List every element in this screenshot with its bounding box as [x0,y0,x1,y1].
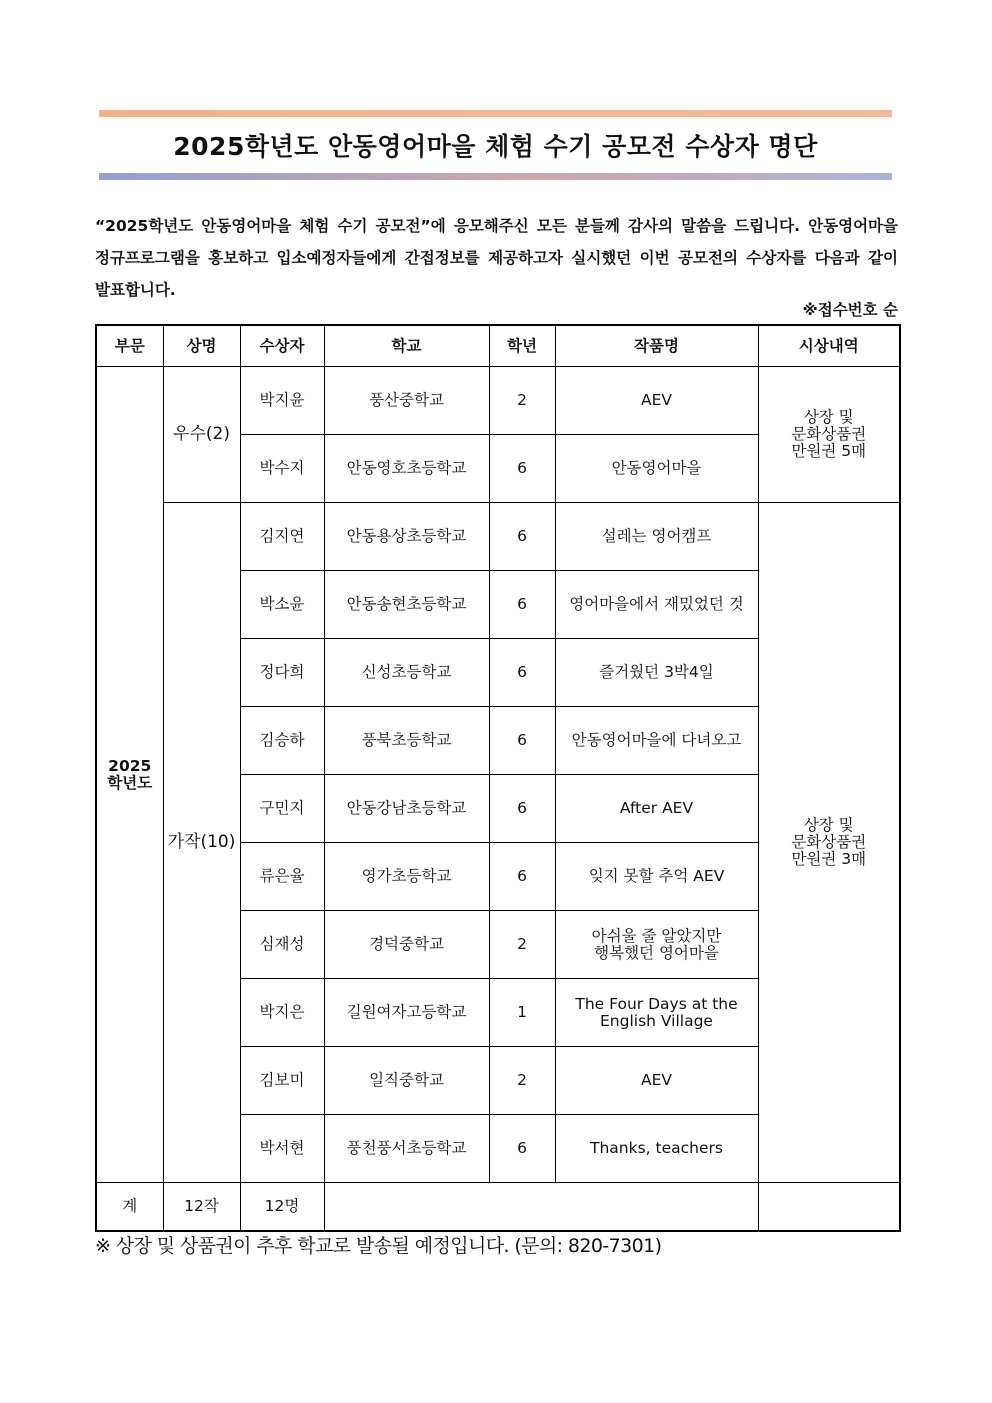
winner-name-cell: 심재성 [240,911,324,979]
winner-name-cell: 박소윤 [240,571,324,639]
header-cell: 부문 [96,325,163,367]
header-row [96,325,900,367]
grade-cell: 6 [489,707,555,775]
total-row [96,1183,900,1232]
grade-cell: 6 [489,775,555,843]
award-table [95,324,901,1232]
grade-cell: 6 [489,503,555,571]
winner-name-cell: 박지윤 [240,367,324,435]
school-cell: 경덕중학교 [324,911,489,979]
grade-cell: 6 [489,639,555,707]
school-cell: 안동강남초등학교 [324,775,489,843]
work-title-cell: 영어마을에서 재밌었던 것 [555,571,758,639]
work-title-cell: 설레는 영어캠프 [555,503,758,571]
grade-cell: 6 [489,435,555,503]
winner-name-cell: 박수지 [240,435,324,503]
winner-name-cell: 박서현 [240,1115,324,1183]
footnote: ※ 상장 및 상품권이 추후 학교로 발송될 예정입니다. (문의: 820-7301) [95,1235,662,1257]
table-row [96,367,900,435]
school-cell: 안동용상초등학교 [324,503,489,571]
grade-cell: 6 [489,571,555,639]
header-cell: 학년 [489,325,555,367]
header-cell: 수상자 [240,325,324,367]
school-cell: 안동송현초등학교 [324,571,489,639]
prize-cell: 상장 및 문화상품권 만원권 3매 [758,503,900,1183]
total-label-cell: 계 [96,1183,163,1232]
work-title-cell: The Four Days at the English Village [555,979,758,1047]
work-title-cell: 잊지 못할 추억 AEV [555,843,758,911]
total-works-cell: 12작 [163,1183,240,1232]
grade-cell: 6 [489,1115,555,1183]
title-bottom-bar [99,173,892,180]
winner-name-cell: 류은율 [240,843,324,911]
header-cell: 상명 [163,325,240,367]
header-cell: 학교 [324,325,489,367]
winner-name-cell: 김지연 [240,503,324,571]
school-cell: 신성초등학교 [324,639,489,707]
grade-cell: 1 [489,979,555,1047]
award-name-cell: 가작(10) [163,503,240,1183]
header-cell: 시상내역 [758,325,900,367]
work-title-cell: Thanks, teachers [555,1115,758,1183]
school-cell: 풍천풍서초등학교 [324,1115,489,1183]
work-title-cell: 즐거웠던 3박4일 [555,639,758,707]
division-cell: 2025 학년도 [96,367,163,1183]
order-note: ※접수번호 순 [802,301,898,319]
total-prize-blank-cell [758,1183,900,1232]
work-title-cell: 안동영어마을에 다녀오고 [555,707,758,775]
winner-name-cell: 김승하 [240,707,324,775]
work-title-cell: 아쉬울 줄 알았지만 행복했던 영어마을 [555,911,758,979]
grade-cell: 2 [489,911,555,979]
total-blank-cell [324,1183,758,1232]
title-top-bar [99,110,892,117]
winner-name-cell: 박지은 [240,979,324,1047]
school-cell: 길원여자고등학교 [324,979,489,1047]
winner-name-cell: 김보미 [240,1047,324,1115]
prize-cell: 상장 및 문화상품권 만원권 5매 [758,367,900,503]
grade-cell: 2 [489,1047,555,1115]
winner-name-cell: 정다희 [240,639,324,707]
work-title-cell: AEV [555,367,758,435]
total-people-cell: 12명 [240,1183,324,1232]
table-row [96,503,900,571]
grade-cell: 6 [489,843,555,911]
school-cell: 영가초등학교 [324,843,489,911]
award-table-body [96,367,900,1232]
school-cell: 풍산중학교 [324,367,489,435]
award-name-cell: 우수(2) [163,367,240,503]
grade-cell: 2 [489,367,555,435]
school-cell: 일직중학교 [324,1047,489,1115]
intro-paragraph: “2025학년도 안동영어마을 체험 수기 공모전”에 응모해주신 모든 분들께 감사의 말씀을 드립니다. 안동영어마을 정규프로그램을 홍보하고 입소예정자들에게 간접정보를 제공하고자 실시했던 이번 공모전의 수상자를 다음과 같이 발표합니다. [95,217,898,299]
page-title: 2025학년도 안동영어마을 체험 수기 공모전 수상자 명단 [173,132,818,161]
work-title-cell: 안동영어마을 [555,435,758,503]
school-cell: 안동영호초등학교 [324,435,489,503]
school-cell: 풍북초등학교 [324,707,489,775]
header-cell: 작품명 [555,325,758,367]
work-title-cell: After AEV [555,775,758,843]
winner-name-cell: 구민지 [240,775,324,843]
work-title-cell: AEV [555,1047,758,1115]
